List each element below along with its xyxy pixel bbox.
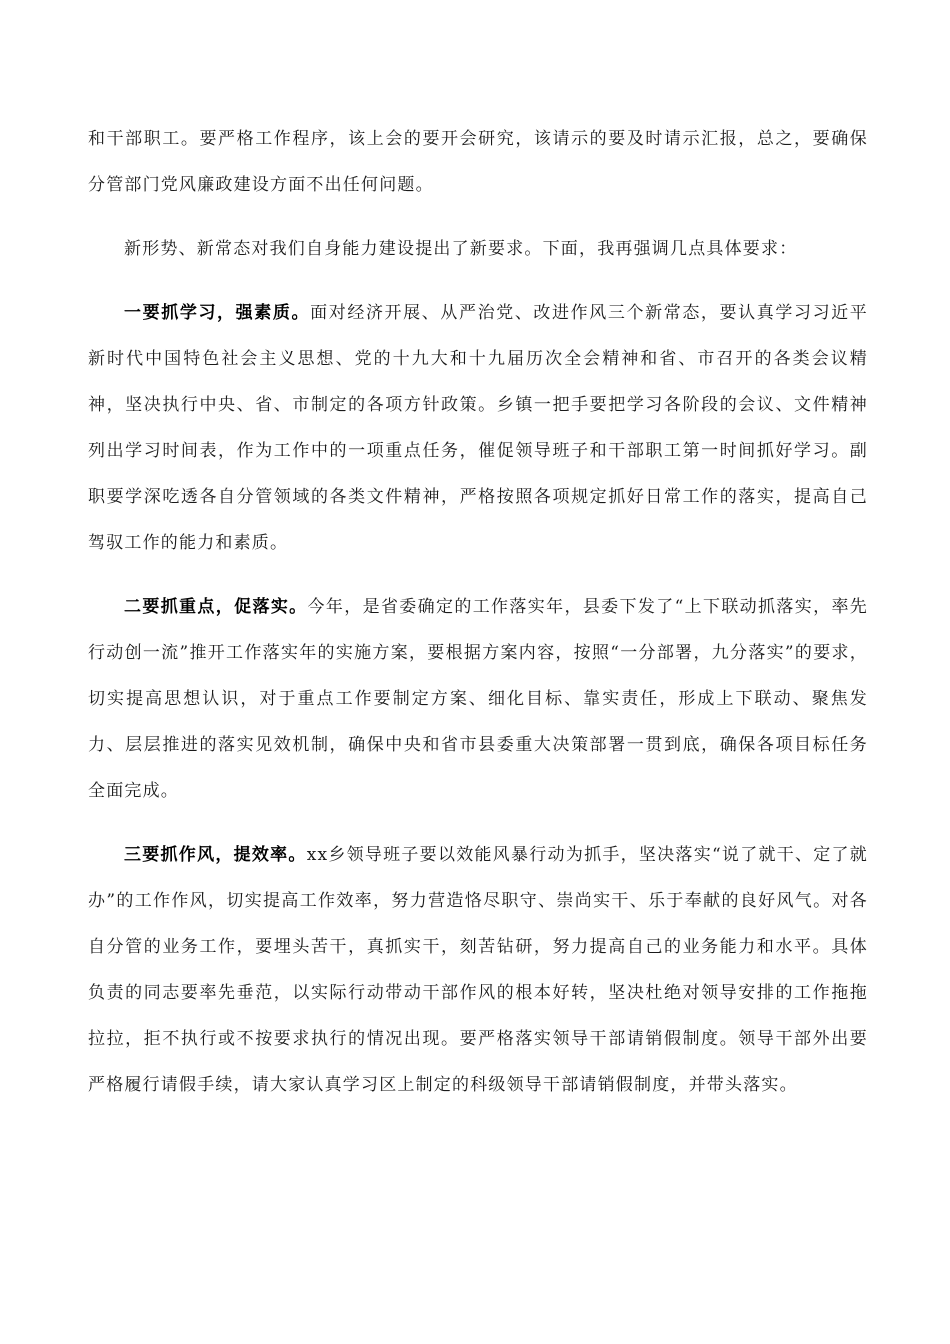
paragraph-text: 和干部职工。要严格工作程序，该上会的要开会研究，该请示的要及时请示汇报，总之，要确保分管部门党风廉政建设方面不出任何问题。 [88,129,868,195]
paragraph-study [88,290,868,566]
paragraph-continuation [88,116,868,208]
paragraph-lead-heading: 三要抓作风，提效率。 [124,845,307,865]
document-body [88,116,868,1108]
paragraph-intro [88,226,868,272]
paragraph-text: 新形势、新常态对我们自身能力建设提出了新要求。下面，我再强调几点具体要求： [124,239,798,259]
paragraph-lead-heading: 二要抓重点，促落实。 [124,597,308,617]
paragraph-implementation [88,584,868,814]
paragraph-work-style [88,832,868,1108]
paragraph-lead-heading: 一要抓学习，强素质。 [124,303,311,323]
paragraph-text: xx乡领导班子要以效能风暴行动为抓手，坚决落实“说了就干、定了就办”的工作作风，切实提高工作效率，努力营造恪尽职守、崇尚实干、乐于奉献的良好风气。对各自分管的业务工作，要埋头苦干，真抓实干，刻苦钻研，努力提高自己的业务能力和水平。具体负责的同志要率先垂范，以实际行动带动干部作风的根本好转，坚决杜绝对领导安排的工作拖拖拉拉，拒不执行或不按要求执行的情况出现。要严格落实领导干部请销假制度。领导干部外出要严格履行请假手续，请大家认真学习区上制定的科级领导干部请销假制度，并带头落实。 [88,845,869,1095]
paragraph-text: 今年，是省委确定的工作落实年，县委下发了“上下联动抓落实，率先行动创一流”推开工作落实年的实施方案，要根据方案内容，按照“一分部署，九分落实”的要求，切实提高思想认识，对于重点工作要制定方案、细化目标、靠实责任，形成上下联动、聚焦发力、层层推进的落实见效机制，确保中央和省市县委重大决策部署一贯到底，确保各项目标任务全面完成。 [88,597,869,801]
paragraph-text: 面对经济开展、从严治党、改进作风三个新常态，要认真学习习近平新时代中国特色社会主义思想、党的十九大和十九届历次全会精神和省、市召开的各类会议精神，坚决执行中央、省、市制定的各项方针政策。乡镇一把手要把学习各阶段的会议、文件精神列出学习时间表，作为工作中的一项重点任务，催促领导班子和干部职工第一时间抓好学习。副职要学深吃透各自分管领域的各类文件精神，严格按照各项规定抓好日常工作的落实，提高自己驾驭工作的能力和素质。 [88,303,869,553]
